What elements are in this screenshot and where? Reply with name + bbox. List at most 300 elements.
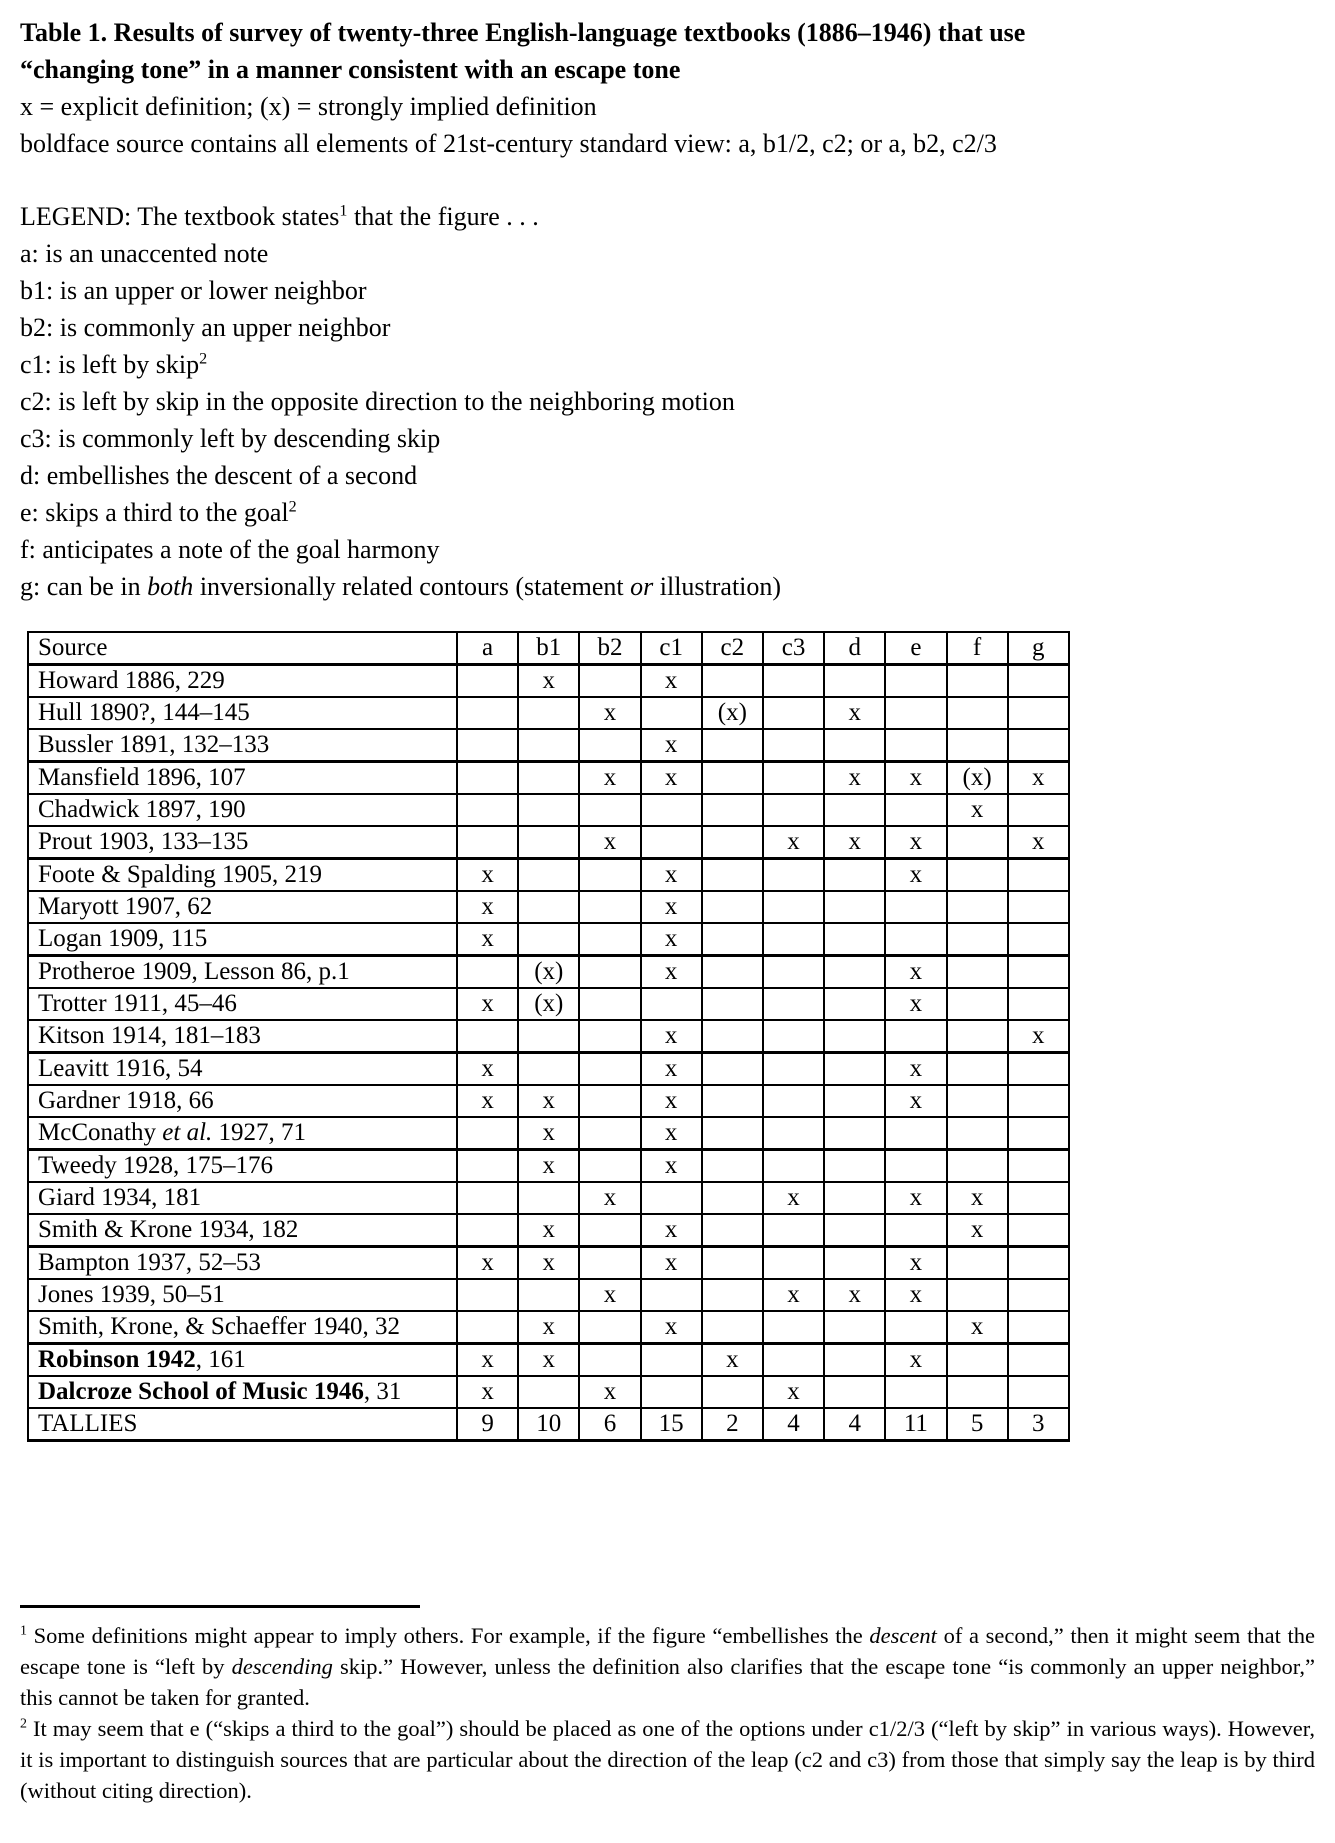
table-row bbox=[28, 859, 1069, 892]
col-header-c3: c3 bbox=[763, 632, 824, 665]
mark-cell bbox=[824, 665, 885, 698]
mark-cell bbox=[763, 1117, 824, 1150]
mark-cell: x bbox=[579, 762, 640, 795]
text-segment: Maryott 1907, 62 bbox=[38, 893, 213, 920]
col-header-c1: c1 bbox=[641, 632, 702, 665]
mark-cell bbox=[947, 1150, 1008, 1183]
mark-cell bbox=[824, 1247, 885, 1280]
mark-cell bbox=[702, 665, 763, 698]
mark-cell bbox=[702, 956, 763, 989]
mark-cell bbox=[518, 762, 579, 795]
table-row bbox=[28, 988, 1069, 1020]
boldface-note-line: boldface source contains all elements of 21st-century standard view: a, b1/2, c2; or a, b2, c2/3 bbox=[20, 129, 997, 158]
mark-cell bbox=[641, 697, 702, 729]
mark-cell: x bbox=[641, 1020, 702, 1053]
mark-cell bbox=[1008, 1150, 1069, 1183]
mark-cell bbox=[518, 826, 579, 859]
mark-cell: x bbox=[457, 923, 518, 956]
mark-cell bbox=[457, 1150, 518, 1183]
mark-cell: x bbox=[457, 859, 518, 892]
mark-cell bbox=[947, 729, 1008, 762]
mark-cell bbox=[579, 1311, 640, 1344]
mark-cell bbox=[763, 1344, 824, 1377]
text-segment: LEGEND: The textbook states bbox=[20, 202, 340, 231]
mark-cell bbox=[1008, 1376, 1069, 1408]
mark-cell bbox=[824, 1150, 885, 1183]
legend-item bbox=[20, 309, 1335, 346]
tallies-label: TALLIES bbox=[28, 1408, 457, 1441]
mark-cell bbox=[579, 794, 640, 826]
mark-cell bbox=[947, 697, 1008, 729]
tally-cell: 5 bbox=[947, 1408, 1008, 1441]
source-cell bbox=[28, 1214, 457, 1247]
mark-cell: x bbox=[518, 1214, 579, 1247]
mark-cell bbox=[641, 1376, 702, 1408]
mark-cell: x bbox=[641, 1117, 702, 1150]
mark-cell bbox=[885, 1117, 946, 1150]
text-segment: descending bbox=[231, 1654, 333, 1679]
mark-cell bbox=[947, 956, 1008, 989]
mark-cell: (x) bbox=[947, 762, 1008, 795]
mark-cell bbox=[1008, 697, 1069, 729]
mark-cell bbox=[763, 1053, 824, 1086]
mark-cell: x bbox=[641, 923, 702, 956]
mark-cell: x bbox=[641, 891, 702, 923]
source-cell bbox=[28, 891, 457, 923]
legend-items bbox=[20, 235, 1335, 605]
mark-cell: x bbox=[641, 1214, 702, 1247]
text-segment: inversionally related contours (statement bbox=[193, 572, 631, 601]
mark-cell bbox=[763, 1247, 824, 1280]
mark-cell bbox=[457, 697, 518, 729]
text-segment: 2 bbox=[20, 1716, 27, 1732]
mark-cell bbox=[947, 988, 1008, 1020]
mark-cell bbox=[579, 859, 640, 892]
mark-cell bbox=[763, 988, 824, 1020]
legend-item bbox=[20, 383, 1335, 420]
mark-cell bbox=[518, 1053, 579, 1086]
mark-cell bbox=[457, 1214, 518, 1247]
table-row bbox=[28, 697, 1069, 729]
mark-cell: x bbox=[579, 1376, 640, 1408]
mark-cell: x bbox=[518, 1311, 579, 1344]
mark-cell bbox=[702, 1150, 763, 1183]
mark-cell: x bbox=[518, 1247, 579, 1280]
mark-cell bbox=[457, 762, 518, 795]
mark-cell: x bbox=[947, 1182, 1008, 1214]
table-row bbox=[28, 1150, 1069, 1183]
table-row bbox=[28, 1085, 1069, 1117]
legend-item bbox=[20, 346, 1335, 383]
text-segment: Robinson 1942 bbox=[38, 1346, 196, 1373]
col-header-g: g bbox=[1008, 632, 1069, 665]
mark-cell bbox=[824, 1053, 885, 1086]
mark-cell: x bbox=[579, 1279, 640, 1311]
mark-cell bbox=[457, 1311, 518, 1344]
text-segment: or bbox=[630, 572, 654, 601]
text-segment: Dalcroze School of Music 1946 bbox=[38, 1378, 364, 1405]
mark-cell bbox=[885, 697, 946, 729]
mark-cell: x bbox=[457, 1247, 518, 1280]
mark-cell bbox=[518, 923, 579, 956]
mark-cell bbox=[1008, 923, 1069, 956]
text-segment: Logan 1909, 115 bbox=[38, 925, 208, 952]
mark-cell: x bbox=[641, 665, 702, 698]
mark-cell bbox=[641, 1279, 702, 1311]
table-row bbox=[28, 1279, 1069, 1311]
mark-cell: x bbox=[641, 1247, 702, 1280]
mark-cell bbox=[824, 1020, 885, 1053]
mark-cell: x bbox=[885, 1247, 946, 1280]
mark-cell bbox=[579, 1344, 640, 1377]
mark-cell: (x) bbox=[702, 697, 763, 729]
table-row bbox=[28, 1376, 1069, 1408]
mark-cell bbox=[579, 1020, 640, 1053]
table-row bbox=[28, 826, 1069, 859]
text-segment: c3: is commonly left by descending skip bbox=[20, 424, 441, 453]
mark-cell bbox=[763, 891, 824, 923]
mark-cell bbox=[457, 665, 518, 698]
source-cell bbox=[28, 1376, 457, 1408]
source-cell bbox=[28, 729, 457, 762]
mark-cell bbox=[518, 794, 579, 826]
text-segment: of a second,” then it might seem that the escape tone is “left by bbox=[20, 1623, 1315, 1679]
tally-cell: 11 bbox=[885, 1408, 946, 1441]
text-segment: Hull 1890?, 144–145 bbox=[38, 699, 250, 726]
legend-item bbox=[20, 457, 1335, 494]
mark-cell bbox=[824, 988, 885, 1020]
mark-cell bbox=[824, 859, 885, 892]
mark-cell bbox=[824, 1344, 885, 1377]
mark-cell: x bbox=[885, 859, 946, 892]
text-segment: 1927, 71 bbox=[212, 1119, 307, 1146]
mark-cell bbox=[824, 1085, 885, 1117]
source-cell bbox=[28, 1344, 457, 1377]
text-segment: Giard 1934, 181 bbox=[38, 1184, 202, 1211]
mark-cell bbox=[947, 859, 1008, 892]
mark-cell: x bbox=[763, 1182, 824, 1214]
mark-cell bbox=[1008, 1311, 1069, 1344]
text-segment: Leavitt 1916, 54 bbox=[38, 1055, 203, 1082]
tally-cell: 6 bbox=[579, 1408, 640, 1441]
mark-cell bbox=[763, 697, 824, 729]
mark-cell bbox=[579, 729, 640, 762]
footnote-separator bbox=[20, 1605, 420, 1608]
tally-cell: 3 bbox=[1008, 1408, 1069, 1441]
mark-cell: x bbox=[702, 1344, 763, 1377]
mark-cell: x bbox=[457, 1344, 518, 1377]
source-cell bbox=[28, 762, 457, 795]
text-segment: et al. bbox=[162, 1119, 213, 1146]
text-segment: Some definitions might appear to imply others. For example, if the figure “embellishes the bbox=[26, 1623, 870, 1648]
source-cell bbox=[28, 1053, 457, 1086]
mark-cell bbox=[763, 1214, 824, 1247]
mark-cell: x bbox=[457, 891, 518, 923]
col-header-b1: b1 bbox=[518, 632, 579, 665]
text-segment: Bussler 1891, 132–133 bbox=[38, 731, 270, 758]
text-segment: Foote & Spalding 1905, 219 bbox=[38, 861, 323, 888]
mark-cell: x bbox=[947, 794, 1008, 826]
mark-cell bbox=[885, 729, 946, 762]
source-cell bbox=[28, 1247, 457, 1280]
mark-cell bbox=[579, 1085, 640, 1117]
mark-cell bbox=[641, 794, 702, 826]
mark-cell bbox=[947, 1344, 1008, 1377]
table-title-line-1: Table 1. Results of survey of twenty-three English-language textbooks (1886–1946) that use bbox=[20, 18, 1026, 47]
mark-cell bbox=[885, 1150, 946, 1183]
mark-cell bbox=[947, 826, 1008, 859]
text-segment: Trotter 1911, 45–46 bbox=[38, 990, 237, 1017]
text-segment: It may seem that e (“skips a third to the goal”) should be placed as one of the options under c1/2/3 (“left by skip” in various ways). However, it is important to distinguish sources that are particular about the direction of the leap (c2 and c3) from those that simply say the leap is by third (without citing direction). bbox=[20, 1716, 1315, 1803]
mark-cell bbox=[1008, 794, 1069, 826]
text-segment: Smith, Krone, & Schaeffer 1940, 32 bbox=[38, 1313, 400, 1340]
legend-item bbox=[20, 235, 1335, 272]
mark-cell: x bbox=[824, 762, 885, 795]
mark-cell bbox=[579, 988, 640, 1020]
mark-cell bbox=[457, 1182, 518, 1214]
mark-cell bbox=[579, 1247, 640, 1280]
source-cell bbox=[28, 988, 457, 1020]
mark-cell bbox=[885, 1020, 946, 1053]
mark-cell bbox=[702, 1279, 763, 1311]
text-segment: 2 bbox=[288, 498, 297, 516]
mark-cell bbox=[1008, 859, 1069, 892]
text-segment: Chadwick 1897, 190 bbox=[38, 796, 246, 823]
source-cell bbox=[28, 1150, 457, 1183]
table-row bbox=[28, 1182, 1069, 1214]
text-segment: Protheroe 1909, Lesson 86, p.1 bbox=[38, 958, 350, 985]
legend-item bbox=[20, 420, 1335, 457]
legend-item bbox=[20, 568, 1335, 605]
mark-cell bbox=[457, 1020, 518, 1053]
tally-cell: 4 bbox=[824, 1408, 885, 1441]
mark-cell bbox=[457, 1279, 518, 1311]
mark-cell bbox=[702, 826, 763, 859]
source-cell bbox=[28, 665, 457, 698]
col-header-d: d bbox=[824, 632, 885, 665]
mark-cell: x bbox=[763, 1279, 824, 1311]
table-row bbox=[28, 956, 1069, 989]
source-cell bbox=[28, 1279, 457, 1311]
table-row bbox=[28, 923, 1069, 956]
source-cell bbox=[28, 1311, 457, 1344]
mark-cell: x bbox=[641, 859, 702, 892]
mark-cell bbox=[641, 826, 702, 859]
text-segment: descent bbox=[869, 1623, 937, 1648]
mark-cell: x bbox=[579, 826, 640, 859]
mark-cell bbox=[824, 956, 885, 989]
mark-cell: x bbox=[1008, 762, 1069, 795]
mark-cell bbox=[763, 923, 824, 956]
mark-cell: x bbox=[824, 697, 885, 729]
mark-cell bbox=[1008, 1085, 1069, 1117]
table-row bbox=[28, 891, 1069, 923]
table-row bbox=[28, 794, 1069, 826]
mark-cell bbox=[1008, 891, 1069, 923]
mark-cell: x bbox=[579, 1182, 640, 1214]
mark-cell: x bbox=[579, 697, 640, 729]
tally-cell: 15 bbox=[641, 1408, 702, 1441]
mark-cell: x bbox=[885, 1053, 946, 1086]
mark-cell: x bbox=[518, 1150, 579, 1183]
text-segment: illustration) bbox=[653, 572, 782, 601]
footnote bbox=[20, 1713, 1315, 1806]
definition-key-line: x = explicit definition; (x) = strongly implied definition bbox=[20, 92, 597, 121]
table-title-line-2: “changing tone” in a manner consistent with an escape tone bbox=[20, 55, 681, 84]
page bbox=[0, 14, 1335, 1843]
mark-cell: x bbox=[518, 1344, 579, 1377]
text-segment: e: skips a third to the goal bbox=[20, 498, 289, 527]
mark-cell bbox=[702, 1020, 763, 1053]
mark-cell: x bbox=[457, 1053, 518, 1086]
mark-cell bbox=[1008, 956, 1069, 989]
text-segment: f: anticipates a note of the goal harmony bbox=[20, 535, 440, 564]
mark-cell bbox=[702, 891, 763, 923]
mark-cell bbox=[1008, 729, 1069, 762]
mark-cell bbox=[702, 988, 763, 1020]
mark-cell: (x) bbox=[518, 956, 579, 989]
mark-cell bbox=[702, 923, 763, 956]
text-segment: that the figure . . . bbox=[347, 202, 539, 231]
text-segment: 2 bbox=[199, 350, 208, 368]
mark-cell: x bbox=[1008, 1020, 1069, 1053]
col-header-source: Source bbox=[28, 632, 457, 665]
mark-cell bbox=[702, 1311, 763, 1344]
mark-cell: x bbox=[641, 1085, 702, 1117]
mark-cell: x bbox=[885, 1182, 946, 1214]
mark-cell bbox=[702, 1053, 763, 1086]
legend bbox=[20, 198, 1335, 605]
text-segment: Kitson 1914, 181–183 bbox=[38, 1022, 261, 1049]
mark-cell bbox=[702, 1085, 763, 1117]
mark-cell: x bbox=[457, 1085, 518, 1117]
mark-cell bbox=[947, 923, 1008, 956]
mark-cell bbox=[641, 1344, 702, 1377]
mark-cell bbox=[457, 1117, 518, 1150]
tallies-row bbox=[28, 1408, 1069, 1441]
mark-cell bbox=[518, 1376, 579, 1408]
mark-cell: x bbox=[518, 1085, 579, 1117]
mark-cell bbox=[1008, 1117, 1069, 1150]
mark-cell: x bbox=[641, 729, 702, 762]
mark-cell bbox=[702, 794, 763, 826]
tally-cell: 10 bbox=[518, 1408, 579, 1441]
mark-cell bbox=[641, 988, 702, 1020]
text-segment: 1 bbox=[339, 202, 348, 220]
mark-cell bbox=[579, 923, 640, 956]
source-cell bbox=[28, 1182, 457, 1214]
mark-cell: x bbox=[641, 1311, 702, 1344]
mark-cell bbox=[947, 1085, 1008, 1117]
text-segment: a: is an unaccented note bbox=[20, 239, 269, 268]
mark-cell: (x) bbox=[518, 988, 579, 1020]
text-segment: Jones 1939, 50–51 bbox=[38, 1281, 225, 1308]
mark-cell bbox=[763, 956, 824, 989]
mark-cell: x bbox=[885, 1085, 946, 1117]
source-cell bbox=[28, 1020, 457, 1053]
text-segment: c2: is left by skip in the opposite direction to the neighboring motion bbox=[20, 387, 735, 416]
mark-cell bbox=[579, 665, 640, 698]
mark-cell bbox=[824, 923, 885, 956]
text-segment: , 161 bbox=[195, 1346, 246, 1373]
mark-cell bbox=[457, 826, 518, 859]
text-segment: b1: is an upper or lower neighbor bbox=[20, 276, 367, 305]
legend-item bbox=[20, 494, 1335, 531]
mark-cell: x bbox=[641, 956, 702, 989]
mark-cell bbox=[457, 956, 518, 989]
mark-cell bbox=[947, 1376, 1008, 1408]
mark-cell bbox=[885, 1214, 946, 1247]
mark-cell bbox=[518, 1279, 579, 1311]
mark-cell bbox=[763, 1150, 824, 1183]
text-segment: g: can be in bbox=[20, 572, 148, 601]
mark-cell bbox=[702, 729, 763, 762]
survey-table bbox=[27, 631, 1070, 1442]
tally-cell: 4 bbox=[763, 1408, 824, 1441]
mark-cell bbox=[885, 665, 946, 698]
text-segment: Smith & Krone 1934, 182 bbox=[38, 1216, 299, 1243]
mark-cell bbox=[824, 729, 885, 762]
mark-cell bbox=[702, 762, 763, 795]
mark-cell bbox=[579, 1150, 640, 1183]
mark-cell bbox=[763, 665, 824, 698]
source-cell bbox=[28, 697, 457, 729]
mark-cell: x bbox=[885, 988, 946, 1020]
text-segment: McConathy bbox=[38, 1119, 163, 1146]
mark-cell bbox=[457, 729, 518, 762]
col-header-f: f bbox=[947, 632, 1008, 665]
mark-cell bbox=[1008, 1182, 1069, 1214]
source-cell bbox=[28, 923, 457, 956]
table-row bbox=[28, 1214, 1069, 1247]
text-segment: Prout 1903, 133–135 bbox=[38, 828, 249, 855]
mark-cell bbox=[1008, 1279, 1069, 1311]
col-header-b2: b2 bbox=[579, 632, 640, 665]
table-row bbox=[28, 762, 1069, 795]
mark-cell: x bbox=[947, 1214, 1008, 1247]
mark-cell bbox=[518, 697, 579, 729]
mark-cell bbox=[947, 665, 1008, 698]
table-row bbox=[28, 729, 1069, 762]
mark-cell bbox=[579, 1214, 640, 1247]
mark-cell bbox=[947, 1053, 1008, 1086]
mark-cell bbox=[518, 1020, 579, 1053]
mark-cell: x bbox=[641, 762, 702, 795]
table-row bbox=[28, 1311, 1069, 1344]
mark-cell bbox=[702, 1182, 763, 1214]
col-header-e: e bbox=[885, 632, 946, 665]
mark-cell: x bbox=[885, 762, 946, 795]
mark-cell bbox=[824, 1376, 885, 1408]
source-cell bbox=[28, 794, 457, 826]
text-segment: 1 bbox=[20, 1623, 27, 1639]
text-segment: skip.” However, unless the definition also clarifies that the escape tone “is commonly an upper neighbor,” this cannot be taken for granted. bbox=[20, 1654, 1315, 1710]
mark-cell bbox=[763, 794, 824, 826]
mark-cell bbox=[518, 729, 579, 762]
mark-cell bbox=[947, 1247, 1008, 1280]
tally-cell: 2 bbox=[702, 1408, 763, 1441]
mark-cell bbox=[457, 794, 518, 826]
mark-cell bbox=[1008, 1053, 1069, 1086]
mark-cell bbox=[1008, 665, 1069, 698]
mark-cell bbox=[885, 1311, 946, 1344]
mark-cell bbox=[579, 1053, 640, 1086]
mark-cell: x bbox=[641, 1053, 702, 1086]
source-cell bbox=[28, 1085, 457, 1117]
table-title bbox=[20, 14, 1335, 88]
mark-cell bbox=[824, 1182, 885, 1214]
mark-cell: x bbox=[885, 826, 946, 859]
